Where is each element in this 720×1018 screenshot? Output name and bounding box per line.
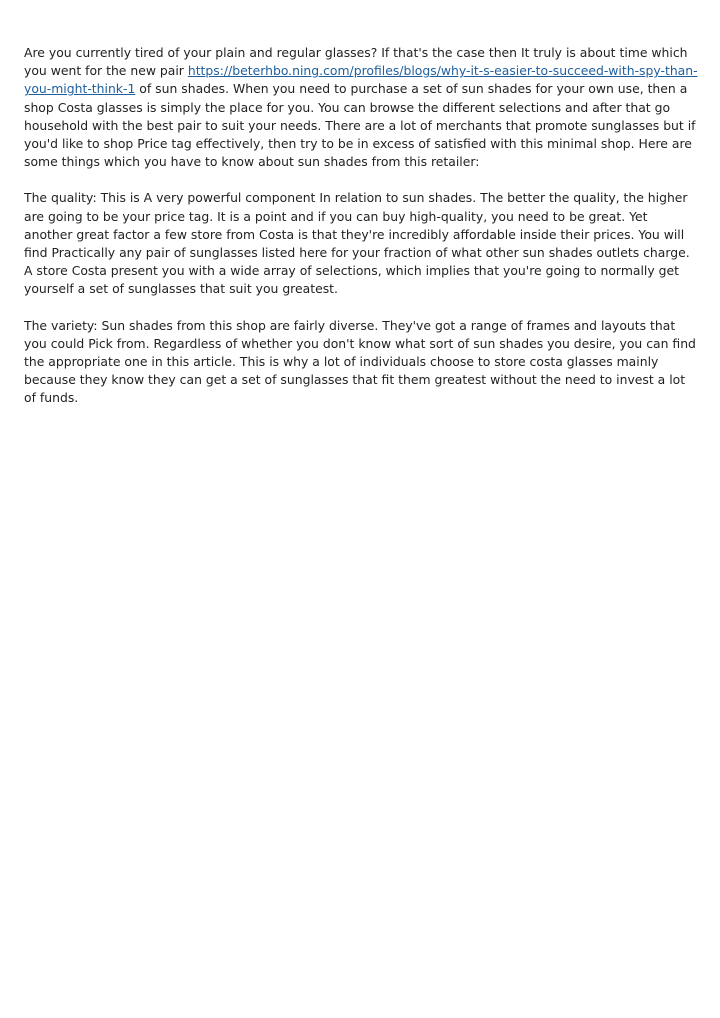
intro-text-after-link: of sun shades. When you need to purchase a set of sun shades for your own use, then a shop Costa glasses is simply the place for you. You can browse the different selections and after that go household with the best pair to suit your needs. There are a lot of merchants that promote sunglasses but if you'd like to shop Price tag effectively, then try to be in excess of satisfied with this minimal shop. Here are some things which you have to know about sun shades from this retailer: <box>24 81 696 170</box>
document-body <box>24 44 698 426</box>
article-link[interactable]: https://beterhbo.ning.com/profiles/blogs/why-it-s-easier-to-succeed-with-spy-than-you-might-think-1 <box>24 63 698 97</box>
intro-text-before-link: Are you currently tired of your plain and regular glasses? If that's the case then It truly is about time which you went for the new pair <box>24 45 688 79</box>
paragraph-variety: The variety: Sun shades from this shop are fairly diverse. They've got a range of frames and layouts that you could Pick from. Regardless of whether you don't know what sort of sun shades you desire, you can find the appropriate one in this article. This is why a lot of individuals choose to store costa glasses mainly because they know they can get a set of sunglasses that fit them greatest without the need to invest a lot of funds. <box>24 317 696 406</box>
paragraph-intro <box>24 44 698 171</box>
paragraph-quality: The quality: This is A very powerful component In relation to sun shades. The better the quality, the higher are going to be your price tag. It is a point and if you can buy high-quality, you need to be great. Yet another great factor a few store from Costa is that they're incredibly affordable inside their prices. You will find Practically any pair of sunglasses listed here for your fraction of what other sun shades outlets charge. A store Costa present you with a wide array of selections, which implies that you're going to normally get yourself a set of sunglasses that suit you greatest. <box>24 190 690 297</box>
